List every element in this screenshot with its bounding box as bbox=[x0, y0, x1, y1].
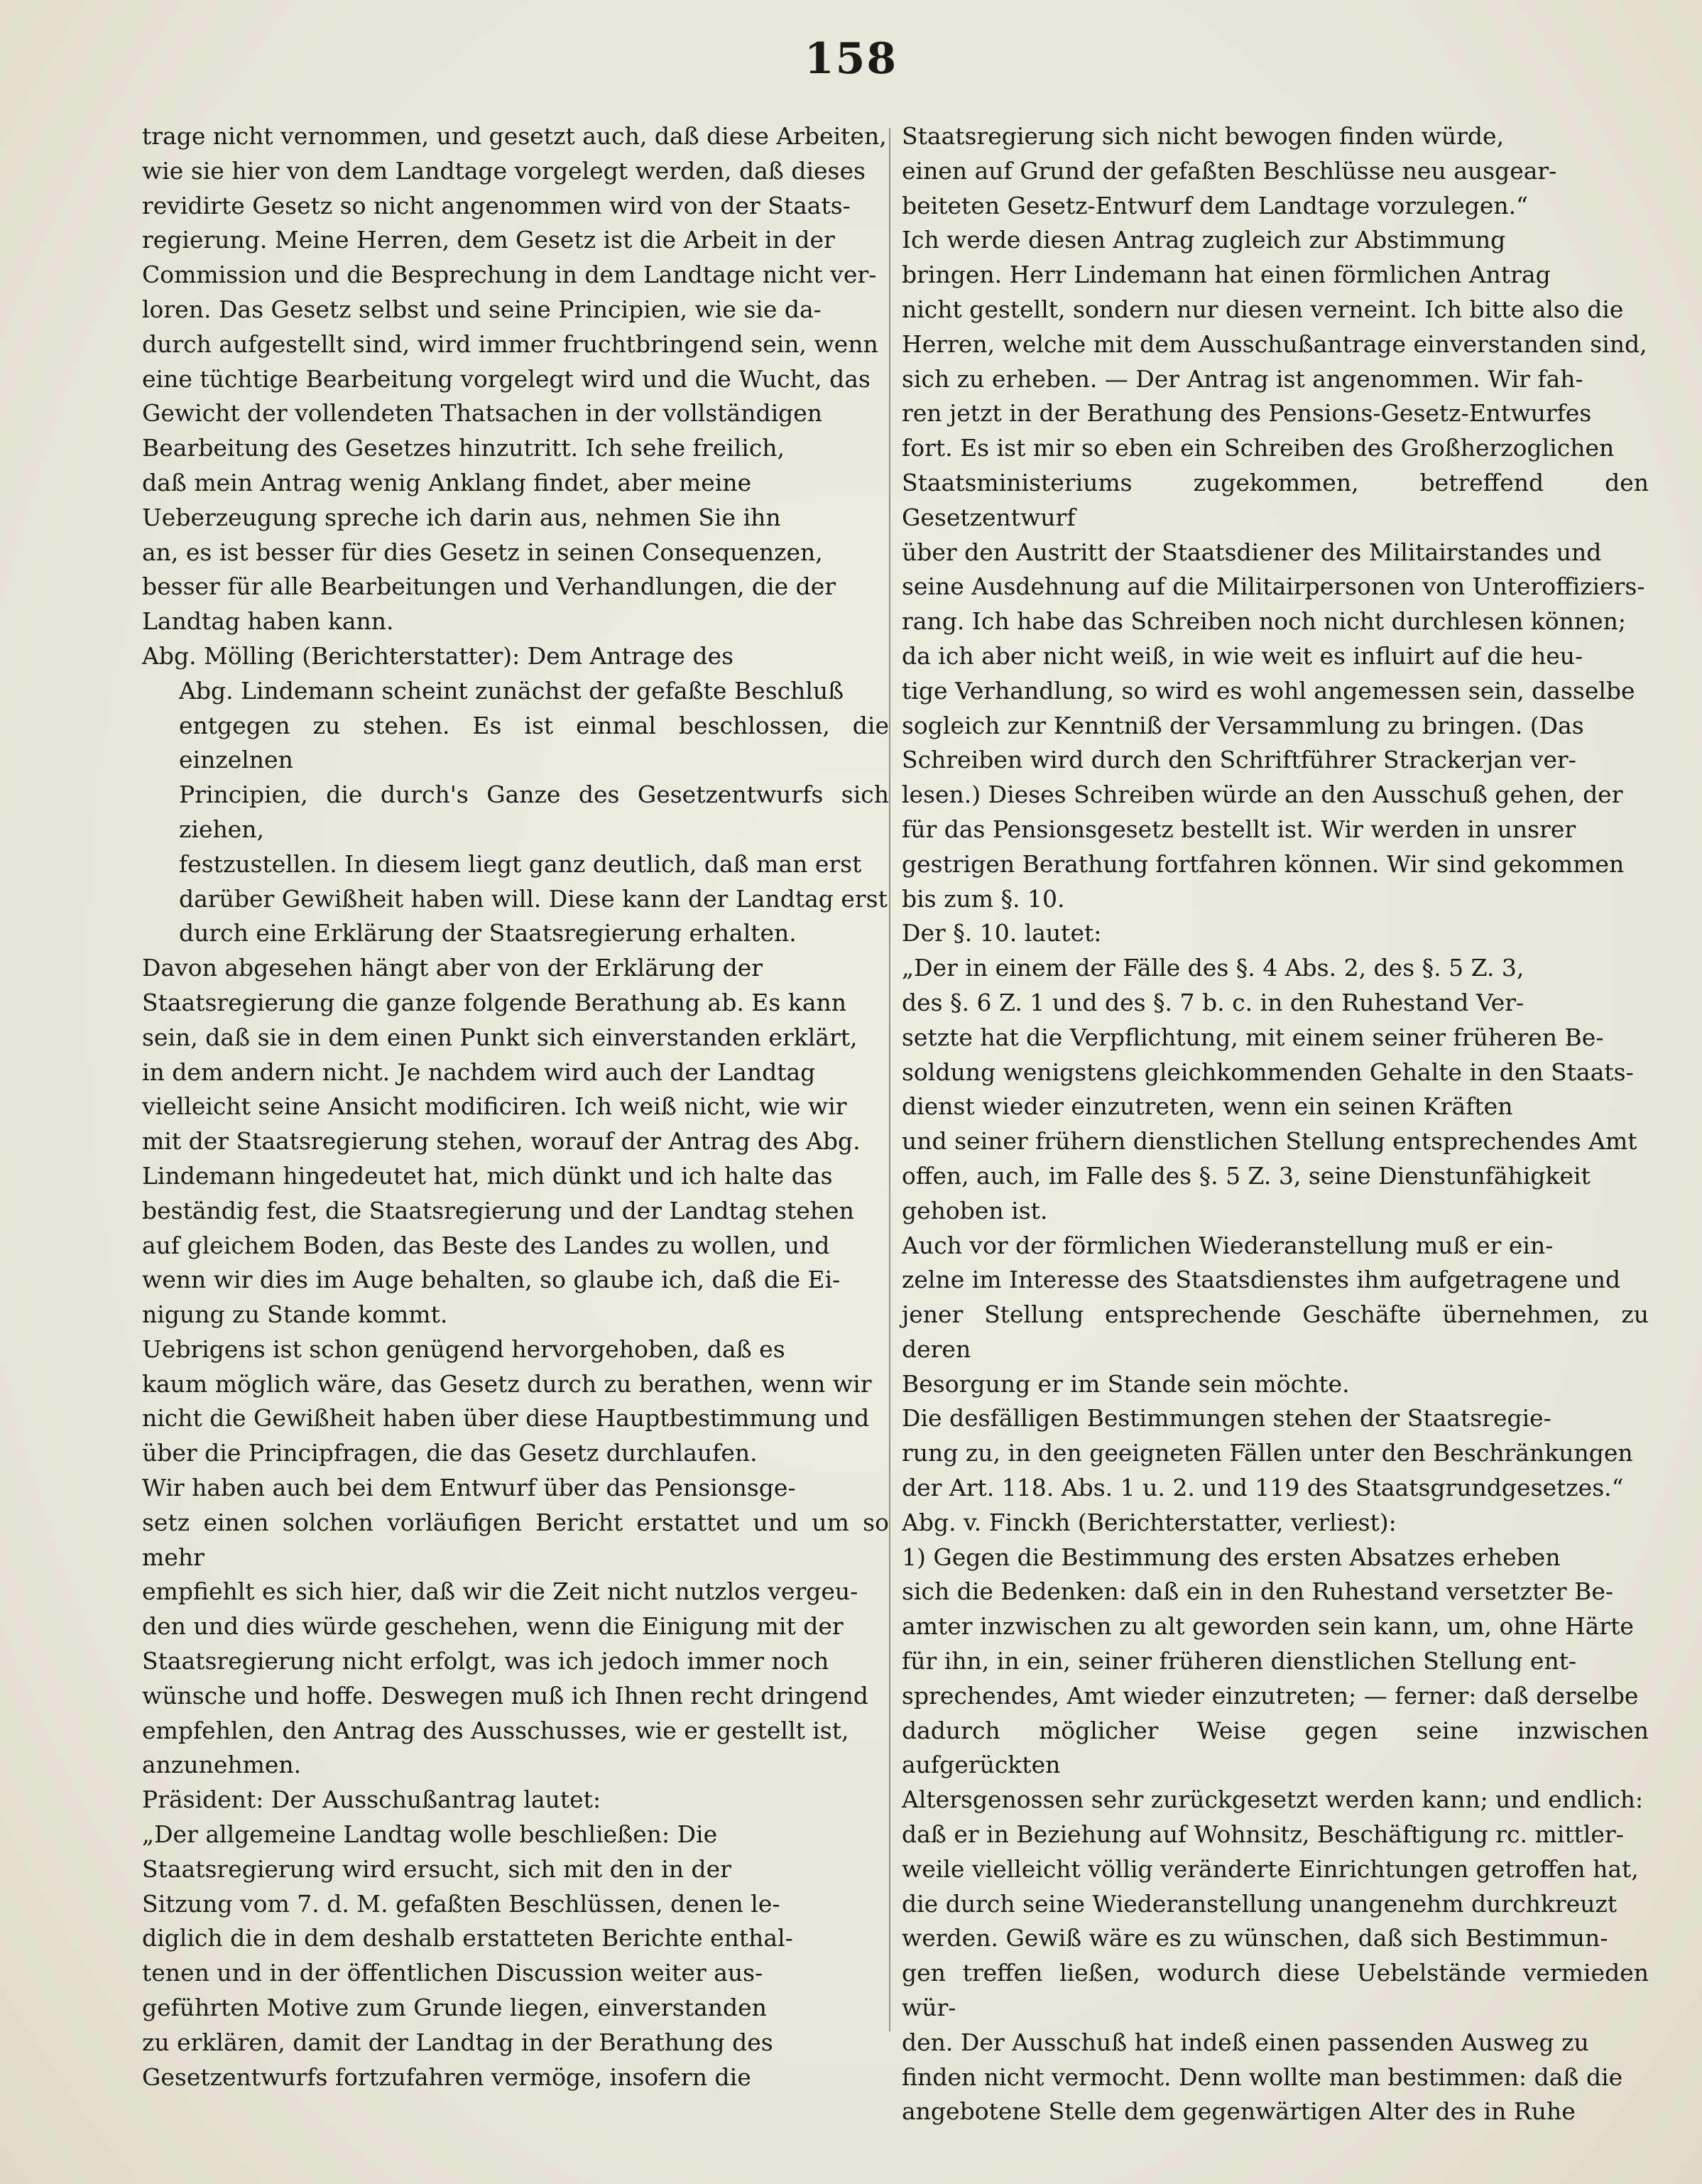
paragraph: Die desfälligen Bestimmungen stehen der Staatsregie- rung zu, in den geeigneten Fällen unter den Beschränkungen der Art. 118. Abs. 1 u. 2. und 119 des Staatsgrundgesetzes.“ bbox=[902, 1404, 1633, 1502]
paragraph: Auch vor der förmlichen Wiederanstellung muß er ein- zelne im Interesse des Staatsdienstes ihm aufgetragene und jener Stellung entsprechende Geschäfte übernehmen, zu deren Besorgung er im Stande sein möchte. bbox=[902, 1231, 1649, 1398]
quoted-motion-continued: Staatsregierung sich nicht bewogen finden würde, einen auf Grund der gefaßten Beschlüsse neu ausgear- beiteten Gesetz-Entwurf dem Landtage vorzulegen.“ bbox=[902, 122, 1557, 219]
column-divider bbox=[889, 128, 890, 2031]
paragraph: Der §. 10. lautet: bbox=[902, 919, 1102, 947]
page-number: 158 bbox=[804, 34, 898, 84]
paragraph: trage nicht vernommen, und gesetzt auch, daß diese Arbeiten, wie sie hier von dem Landtage vorgelegt werden, daß dieses revidirte Gesetz so nicht angenommen wird von der Staats- regierung. Meine Herren, dem Gesetz ist die Arbeit in der Commission und die Besprechung in dem Landtage nicht ver- loren. Das Gesetz selbst und seine Principien, wie sie da- durch aufgestellt sind, wird immer fruchtbringend sein, wenn eine tüchtige Bearbeitung vorgelegt wird und die Wucht, das Gewicht der vollendeten Thatsachen in der vollständigen Bearbeitung des Gesetzes hinzutritt. Ich sehe freilich, daß mein Antrag wenig Anklang findet, aber meine Ueberzeugung spreche ich darin aus, nehmen Sie ihn an, es ist besser für dies Gesetz in seinen Consequenzen, besser für alle Bearbeitungen und Verhandlungen, die der Landtag haben kann. bbox=[142, 122, 887, 636]
paragraph: Ich werde diesen Antrag zugleich zur Abstimmung bringen. Herr Lindemann hat einen förmlichen Antrag nicht gestellt, sondern nur diesen verneint. Ich bitte also die Herren, welche mit dem Ausschußantrage einverstanden sind, sich zu erheben. — Der Antrag ist angenommen. Wir fah- ren jetzt in der Berathung des Pensions-Gesetz-Entwurfes fort. Es ist mir so eben ein Schreiben des Großherzoglichen Staatsministeriums zugekommen, betreffend den Gesetzentwurf über den Austritt der Staatsdiener des Militairstandes und seine Ausdehnung auf die Militairpersonen von Unteroffiziers- rang. Ich habe das Schreiben noch nicht durchlesen können; da ich aber nicht weiß, in wie weit es influirt auf die heu- tige Verhandlung, so wird es wohl angemessen sein, dasselbe sogleich zur Kenntniß der Versammlung zu bringen. (Das Schreiben wird durch den Schriftführer Strackerjan ver- lesen.) Dieses Schreiben würde an den Ausschuß gehen, der für das Pensionsgesetz bestellt ist. Wir werden in unsrer gestrigen Berathung fortfahren können. Wir sind gekommen bis zum §. 10. bbox=[902, 226, 1649, 913]
quoted-law-text: „Der in einem der Fälle des §. 4 Abs. 2, des §. 5 Z. 3, des §. 6 Z. 1 und des §. 7 b. c. in den Ruhestand Ver- setzte hat die Verpflichtung, mit einem seiner früheren Be- soldung wenigstens gleichkommenden Gehalte in den Staats- dienst wieder einzutreten, wenn ein seinen Kräften und seiner frühern dienstlichen Stellung entsprechendes Amt offen, auch, im Falle des §. 5 Z. 3, seine Dienstunfähigkeit gehoben ist. bbox=[902, 954, 1637, 1224]
right-column bbox=[902, 119, 1649, 2129]
paragraph: Präsident: Der Ausschußantrag lautet: bbox=[142, 1786, 601, 1814]
paragraph: Abg. Mölling (Berichterstatter): Dem Antrage des Abg. Lindemann scheint zunächst der gefaßte Beschluß entgegen zu stehen. Es ist einmal beschlossen, die einzelnen Principien, die durch's Ganze des Gesetzentwurfs sich ziehen, festzustellen. In diesem liegt ganz deutlich, daß man erst darüber Gewißheit haben will. Diese kann der Landtag erst durch eine Erklärung der Staatsregierung erhalten. bbox=[142, 641, 889, 947]
paragraph: Abg. v. Finckh (Berichterstatter, verliest): bbox=[902, 1508, 1397, 1536]
paragraph: 1) Gegen die Bestimmung des ersten Absatzes erheben sich die Bedenken: daß ein in den Ruhestand versetzter Be- amter inzwischen zu alt geworden sein kann, um, ohne Härte für ihn, in ein, seiner früheren dienstlichen Stellung ent- sprechendes, Amt wieder einzutreten; — ferner: daß derselbe dadurch möglicher Weise gegen seine inzwischen aufgerückten Altersgenossen sehr zurückgesetzt werden kann; und endlich: daß er in Beziehung auf Wohnsitz, Beschäftigung rc. mittler- weile vielleicht völlig veränderte Einrichtungen getroffen hat, die durch seine Wiederanstellung unangenehm durchkreuzt werden. Gewiß wäre es zu wünschen, daß sich Bestimmun- gen treffen ließen, wodurch diese Uebelstände vermieden wür- den. Der Ausschuß hat indeß einen passenden Ausweg zu finden nicht vermocht. Denn wollte man bestimmen: daß die angebotene Stelle dem gegenwärtigen Alter des in Ruhe bbox=[902, 1543, 1649, 2126]
paragraph: Wir haben auch bei dem Entwurf über das Pensionsge- setz einen solchen vorläufigen Bericht erstattet und um so mehr empfiehlt es sich hier, daß wir die Zeit nicht nutzlos vergeu- den und dies würde geschehen, wenn die Einigung mit der Staatsregierung nicht erfolgt, was ich jedoch immer noch wünsche und hoffe. Deswegen muß ich Ihnen recht dringend empfehlen, den Antrag des Ausschusses, wie er gestellt ist, anzunehmen. bbox=[142, 1474, 889, 1779]
quoted-motion: „Der allgemeine Landtag wolle beschließen: Die Staatsregierung wird ersucht, sich mit den in der Sitzung vom 7. d. M. gefaßten Beschlüssen, denen le- diglich die in dem deshalb erstatteten Berichte enthal- tenen und in der öffentlichen Discussion weiter aus- geführten Motive zum Grunde liegen, einverstanden zu erklären, damit der Landtag in der Berathung des Gesetzentwurfs fortzufahren vermöge, insofern die bbox=[142, 1820, 793, 2091]
left-column bbox=[142, 119, 889, 2095]
paragraph: Uebrigens ist schon genügend hervorgehoben, daß es kaum möglich wäre, das Gesetz durch zu berathen, wenn wir nicht die Gewißheit haben über diese Hauptbestimmung und über die Principfragen, die das Gesetz durchlaufen. bbox=[142, 1335, 872, 1467]
paragraph: Davon abgesehen hängt aber von der Erklärung der Staatsregierung die ganze folgende Berathung ab. Es kann sein, daß sie in dem einen Punkt sich einverstanden erklärt, in dem andern nicht. Je nachdem wird auch der Landtag vielleicht seine Ansicht modificiren. Ich weiß nicht, wie wir mit der Staatsregierung stehen, worauf der Antrag des Abg. Lindemann hingedeutet hat, mich dünkt und ich halte das beständig fest, die Staatsregierung und der Landtag stehen auf gleichem Boden, das Beste des Landes zu wollen, und wenn wir dies im Auge behalten, so glaube ich, daß die Ei- nigung zu Stande kommt. bbox=[142, 954, 861, 1329]
